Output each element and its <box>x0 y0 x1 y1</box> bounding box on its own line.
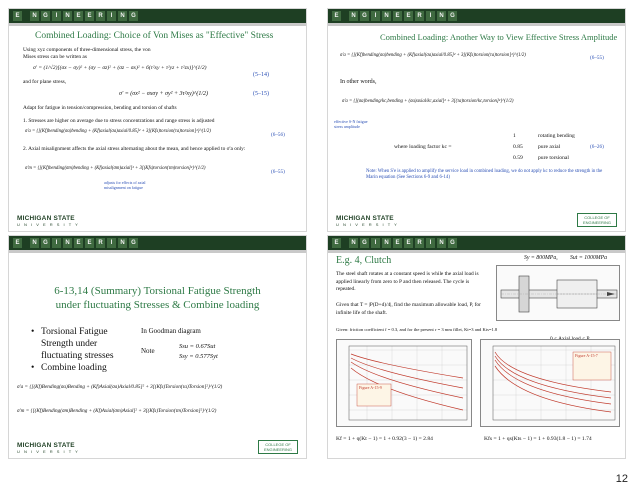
banner-band <box>328 250 625 253</box>
factor-3-value: 0.59 <box>513 155 523 161</box>
loading-factor-label: where loading factor kc = <box>394 144 452 150</box>
factor-3-case: pure torsional <box>538 155 569 161</box>
banner-letter: E <box>74 11 83 21</box>
figure-label-right: Figure A-15-7 <box>575 353 598 358</box>
point-1-text: 1. Stresses are higher on average due to stress concentrations and range stress is adjusted <box>23 118 215 124</box>
factor-1-value: 1 <box>513 133 516 139</box>
banner-letter: N <box>349 238 358 248</box>
equation-ref-5-14: (5–14) <box>253 72 269 78</box>
equation-ref-6-26: (6–26) <box>590 144 604 150</box>
equation-ref-6-55: (6–55) <box>271 169 285 175</box>
point-2-text: 2. Axial misalignment affects the axial stress alternating about the mean, and hence applied to σ'a only: <box>23 146 246 152</box>
kf-calculation: Kf = 1 + q(Kt − 1) = 1 + 0.92(3 − 1) = 2.84 <box>336 436 433 442</box>
bullet-item: Strength under <box>41 339 98 349</box>
banner-letter: G <box>448 238 457 248</box>
given-statement: Given that T = |P(D+d)/4|, find the maximum allowable load, P, for infinite life of the shaft. <box>336 302 481 316</box>
sigma-a-equation: σ'a = {[(Kf)Bending(σa)Bending + (Kf)Axial(σa)Axial/0.85]² + 3[(Kfs)Torsion(τa)Torsion]²}^(1/2) <box>17 384 223 390</box>
banner-letter: G <box>448 11 457 21</box>
equation-ref-5-15: (5–15) <box>253 91 269 97</box>
banner-letter: N <box>118 238 127 248</box>
banner-letter: R <box>96 11 105 21</box>
bullet-item: • Torsional Fatigue <box>31 327 108 337</box>
equation-ref-6-55: (6–55) <box>590 55 604 61</box>
banner-letter: I <box>107 238 116 248</box>
banner-letter: E <box>404 238 413 248</box>
ssu-equation: Ssu = 0.67Sut <box>179 343 216 350</box>
misalignment-note: adjusts for effects of axial misalignment on fatigue <box>104 180 146 190</box>
slide-clutch-example <box>327 235 626 459</box>
msu-logo: MICHIGAN STATE U N I V E R S I T Y <box>17 215 80 227</box>
msu-logo: MICHIGAN STATE U N I V E R S I T Y <box>17 442 80 454</box>
engineering-banner <box>328 9 625 23</box>
banner-band <box>9 23 306 26</box>
sigma-m-equation: σ'm = {[(Kf)Bending(σm)Bending + (Kf)Axial(σm)Axial]² + 3[(Kfs)Torsion(τm)Torsion]²}^(1/2) <box>17 408 217 414</box>
plane-stress-text: and for plane stress, <box>23 79 67 85</box>
bullet-list <box>31 326 114 374</box>
banner-band <box>9 250 306 253</box>
factor-2-value: 0.85 <box>513 144 523 150</box>
banner-letter: G <box>41 11 50 21</box>
engineering-banner <box>9 236 306 250</box>
slide-title: E.g. 4, Clutch <box>336 255 392 266</box>
note-label: Note <box>141 347 155 355</box>
banner-letter: E <box>74 238 83 248</box>
adapt-text: Adapt for fatigue in tension/compression, bending and torsion of shafts <box>23 105 177 111</box>
slide-title: Combined Loading: Another Way to View Effective Stress Amplitude <box>380 32 618 42</box>
page-number: 12 <box>615 473 628 485</box>
banner-letter: I <box>52 11 61 21</box>
kc-equation: σ'a = {[(σa)bending/kc,bending + (σa)axial/kc,axial]² + 3[(τa)torsion/kc,torsion]²}^(1/2) <box>342 99 514 104</box>
banner-band <box>328 23 625 26</box>
banner-letter: N <box>63 238 72 248</box>
banner-letter: E <box>393 238 402 248</box>
banner-letter: N <box>382 238 391 248</box>
in-other-words-text: In other words, <box>340 79 377 85</box>
banner-letter: N <box>382 11 391 21</box>
banner-letter: G <box>129 238 138 248</box>
side-note: effective S-N fatigue stress amplitude <box>334 119 368 129</box>
yield-strength: Sy = 800MPa, <box>524 255 558 261</box>
banner-letter: E <box>332 11 341 21</box>
engineering-banner <box>9 9 306 23</box>
banner-letter: I <box>426 11 435 21</box>
equation-5-14: σ' = (1/√2)[(σx − σy)² + (σy − σz)² + (σz − σx)² + 6(τ²xy + τ²yz + τ²zx)]^(1/2) <box>33 65 207 71</box>
banner-letter: I <box>107 11 116 21</box>
figure-label-left: Figure A-15-9 <box>359 385 382 390</box>
banner-letter: E <box>13 11 22 21</box>
kfs-calculation: Kfs = 1 + qs(Kts − 1) = 1 + 0.93(1.8 − 1) = 1.74 <box>484 436 592 442</box>
factor-2-case: pure axial <box>538 144 561 150</box>
banner-letter: R <box>415 11 424 21</box>
banner-letter: R <box>96 238 105 248</box>
slide-title: Combined Loading: Choice of Von Mises as "Effective" Stress <box>35 31 274 41</box>
slide-title <box>9 284 306 312</box>
banner-letter: R <box>415 238 424 248</box>
banner-letter: E <box>13 238 22 248</box>
banner-letter: G <box>360 11 369 21</box>
notch-sensitivity-chart-left <box>336 339 472 427</box>
equation-6-55: σ'm = {[(Kf)bending(σm)bending + (Kf)axial(σm)axial]² + 3[(Kfs)torsion(τm)torsion]²}^(1/2) <box>25 166 206 171</box>
banner-letter: I <box>426 238 435 248</box>
notch-sensitivity-chart-right <box>480 339 620 427</box>
bullet-item: fluctuating stresses <box>41 351 114 361</box>
banner-letter: N <box>30 238 39 248</box>
engineering-banner <box>328 236 625 250</box>
clutch-description: The steel shaft rotates at a constant speed is while the axial load is applied linearly from zero to P and then released. The cycle is repeated. <box>336 271 479 292</box>
college-of-engineering-logo: COLLEGE OF ENGINEERING <box>577 213 617 227</box>
equation-5-15: σ' = (σx² − σxσy + σy² + 3τ²xy)^(1/2) <box>119 91 208 97</box>
msu-logo: MICHIGAN STATE U N I V E R S I T Y <box>336 215 399 227</box>
banner-letter: E <box>404 11 413 21</box>
banner-letter: N <box>437 238 446 248</box>
banner-letter: G <box>41 238 50 248</box>
banner-letter: E <box>85 238 94 248</box>
clutch-drawing <box>496 265 620 321</box>
slide-von-mises <box>8 8 307 232</box>
factor-1-case: rotating bending <box>538 133 575 139</box>
slide-effective-stress <box>327 8 626 232</box>
equation-ref-6-56: (6–56) <box>271 132 285 138</box>
banner-letter: N <box>118 11 127 21</box>
banner-letter: N <box>349 11 358 21</box>
banner-letter: G <box>360 238 369 248</box>
equation-6-56: σ'a = {[(Kf)bending(σa)bending + (Kf)axial(σa)axial/0.85]² + 3[(Kfs)torsion(τa)torsion]²}^(1/2) <box>25 129 211 134</box>
banner-letter: N <box>437 11 446 21</box>
equation-6-55: σ'a = {[(Kf)bending(σa)bending + (Kf)axial(σa)axial/0.85]² + 3[(Kfs)torsion(τa)torsion]²}^(1/2) <box>340 53 526 58</box>
slide-summary <box>8 235 307 459</box>
banner-letter: N <box>63 11 72 21</box>
banner-letter: E <box>85 11 94 21</box>
ssy-equation: Ssy = 0.577Syt <box>179 353 218 360</box>
marin-note: Note: When S'e is applied to amplify the service load in combined loading, we do not apply kc to reduce the strength in the Marin equation (See Sections 6-9 and 6-14) <box>366 169 603 180</box>
banner-letter: N <box>30 11 39 21</box>
goodman-label: In Goodman diagram <box>141 327 201 335</box>
banner-letter: I <box>371 11 380 21</box>
bullet-item: • Combine loading <box>31 363 107 373</box>
friction-given: Given: friction coefficient f = 0.3, and for the present r = 3 mm fillet, Kt=3 and Kts=1.8 <box>336 327 498 332</box>
banner-letter: E <box>393 11 402 21</box>
ultimate-strength: Sut = 1000MPa <box>570 255 608 261</box>
banner-letter: E <box>332 238 341 248</box>
banner-letter: I <box>371 238 380 248</box>
title-line-1: 6-13,14 (Summary) Torsional Fatigue Strength <box>54 285 261 297</box>
title-line-2: under fluctuating Stresses & Combine loading <box>55 299 260 311</box>
college-of-engineering-logo: COLLEGE OF ENGINEERING <box>258 440 298 454</box>
intro-text: Using xyz components of three-dimensional stress, the von Mises stress can be written as <box>23 47 151 60</box>
banner-letter: I <box>52 238 61 248</box>
banner-letter: G <box>129 11 138 21</box>
